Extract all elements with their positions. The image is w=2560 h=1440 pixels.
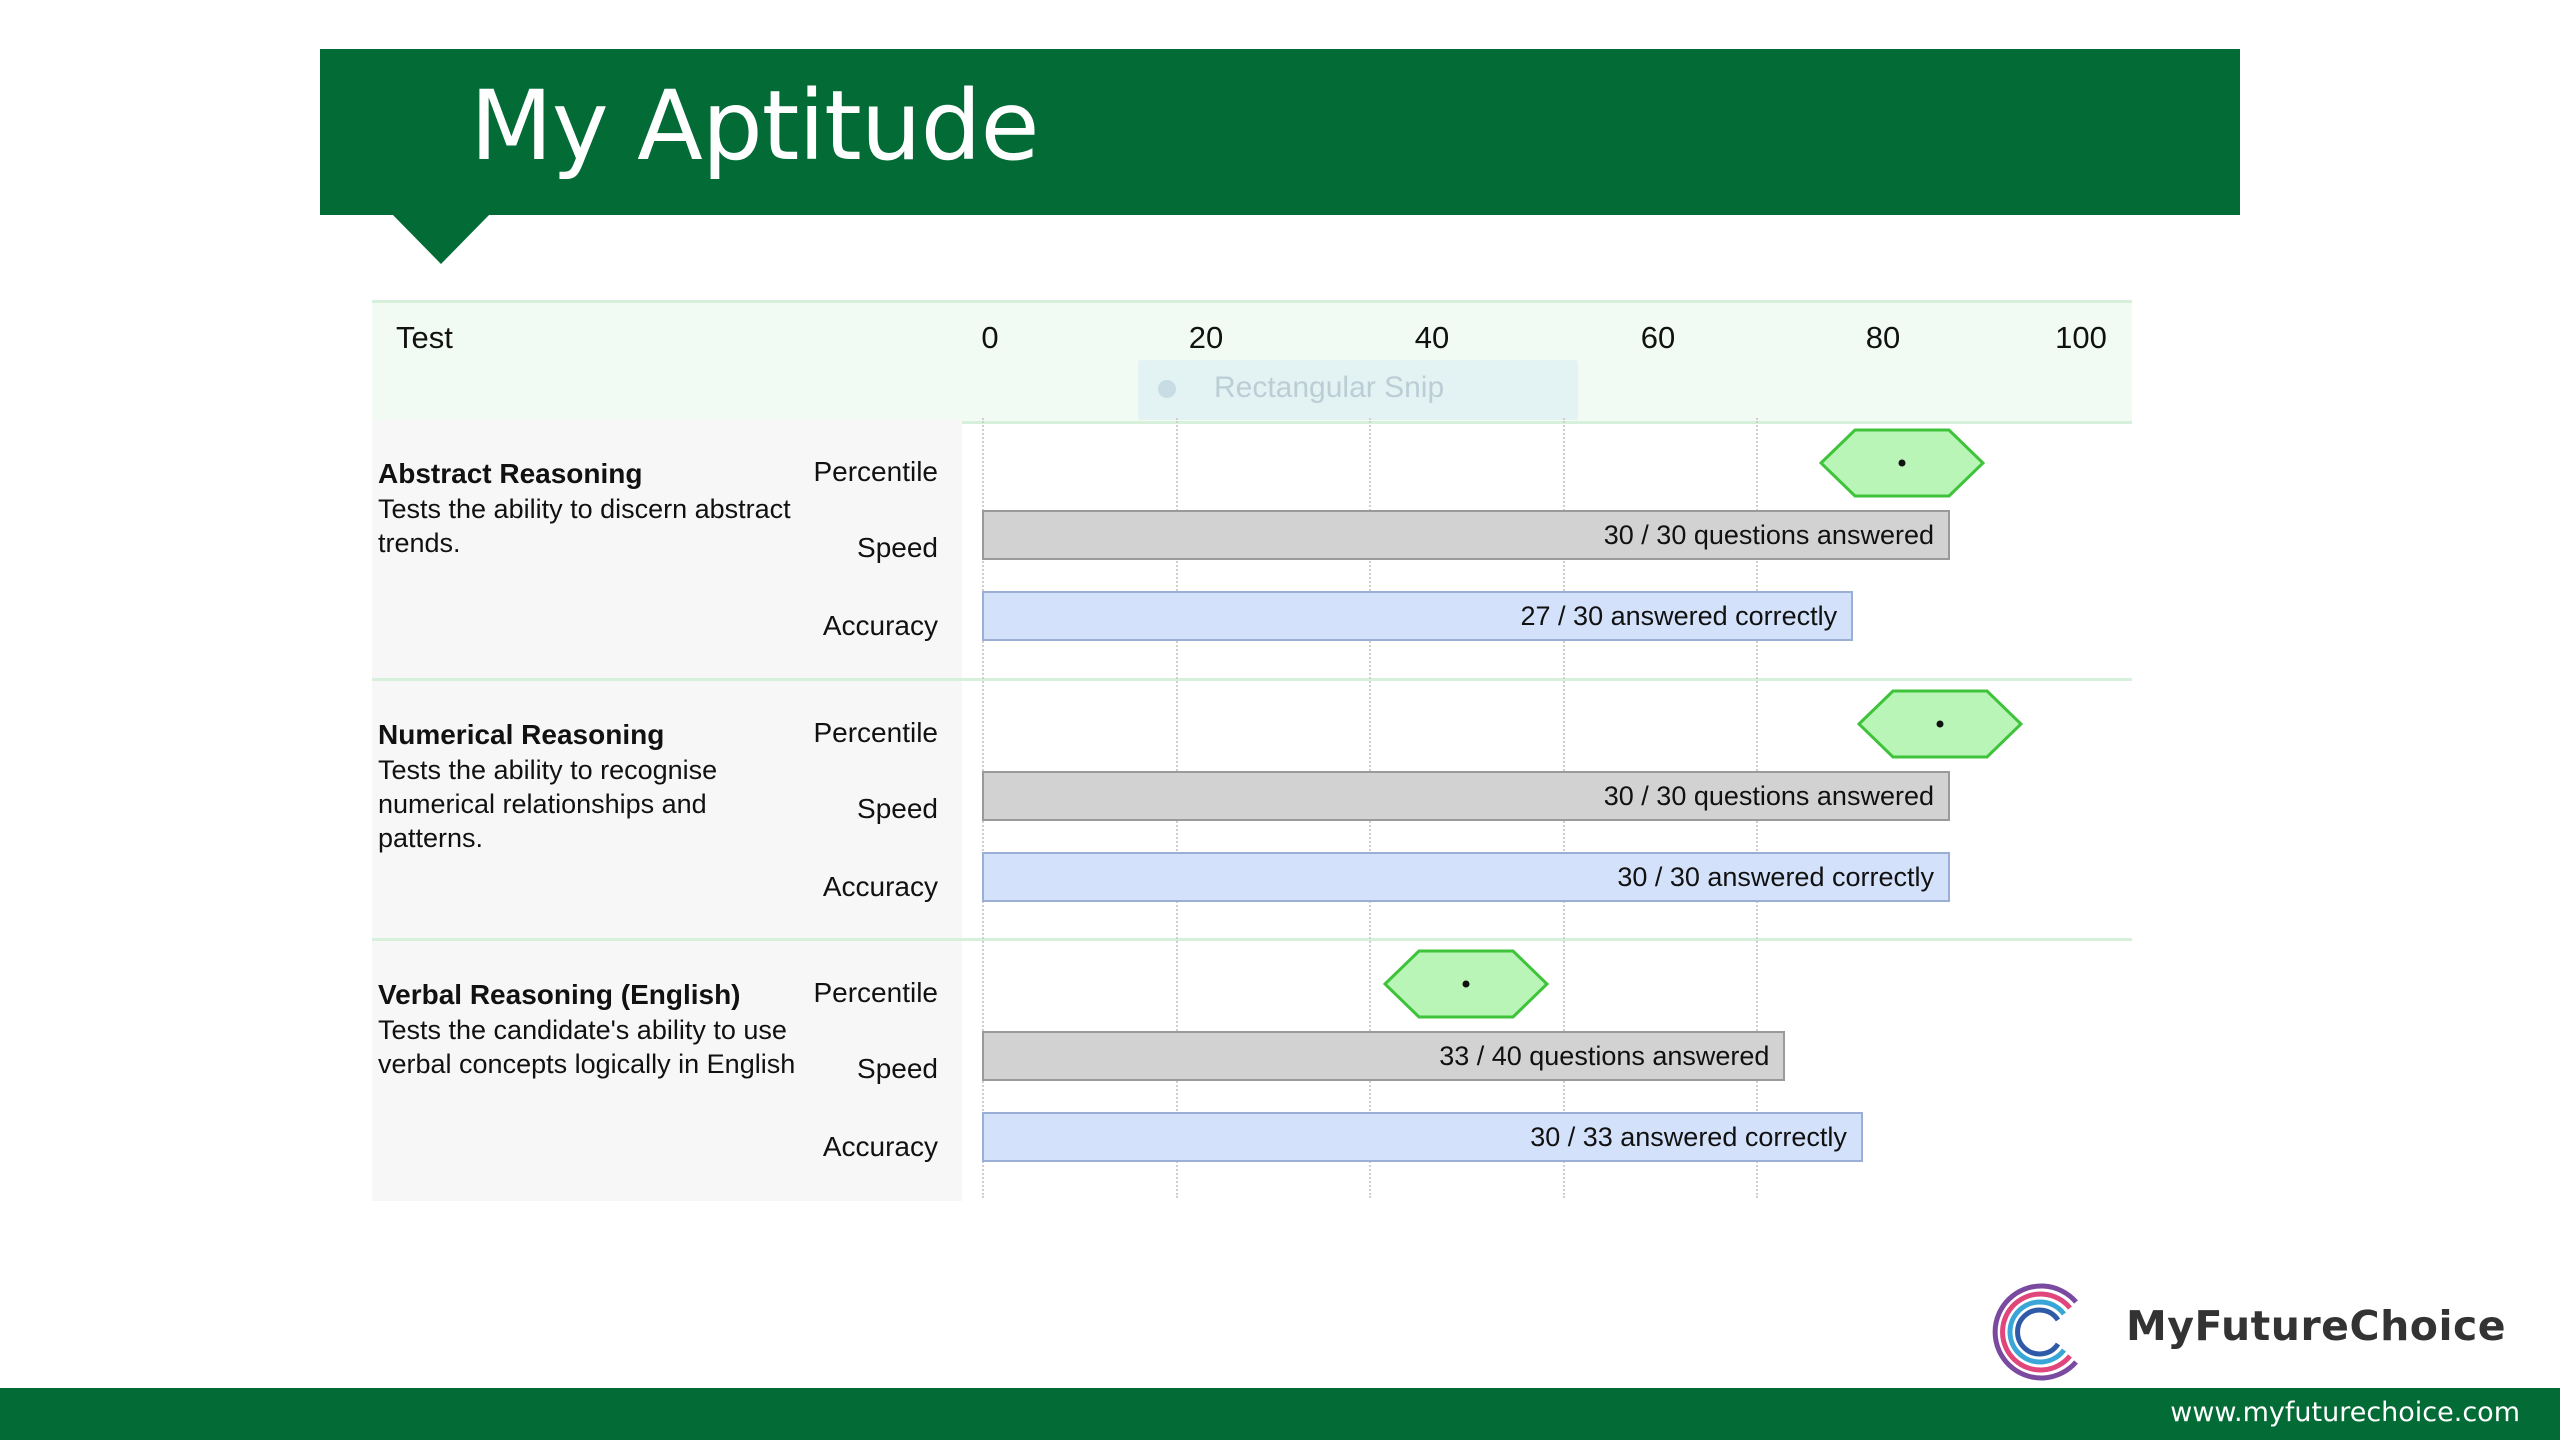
metric-label-accuracy: Accuracy xyxy=(822,610,938,641)
x-tick-label: 80 xyxy=(1865,320,1901,355)
x-tick-label: 40 xyxy=(1414,320,1450,355)
test-name: Verbal Reasoning (English) xyxy=(378,979,741,1010)
test-description: Tests the ability to recognise numerical relationships and patterns. xyxy=(378,755,718,853)
x-tick-label: 20 xyxy=(1188,320,1224,355)
test-column-header: Test xyxy=(396,320,453,355)
x-tick-label: 60 xyxy=(1640,320,1676,355)
speed-bar: 30 / 30 questions answered xyxy=(982,771,1950,821)
speed-bar: 33 / 40 questions answered xyxy=(982,1031,1785,1081)
page-title: My Aptitude xyxy=(470,70,1039,182)
snip-overlay-label: Rectangular Snip xyxy=(1214,371,1445,404)
test-description: Tests the candidate's ability to use verbal concepts logically in English xyxy=(378,1015,796,1079)
metric-label-percentile: Percentile xyxy=(813,717,938,748)
test-description: Tests the ability to discern abstract trends. xyxy=(378,494,791,558)
percentile-marker xyxy=(1857,689,2023,759)
website-url: www.myfuturechoice.com xyxy=(2170,1397,2520,1428)
section-separator xyxy=(372,938,2132,941)
brand-name: MyFutureChoice xyxy=(2126,1302,2507,1350)
snip-icon xyxy=(1158,380,1176,398)
accuracy-bar: 27 / 30 answered correctly xyxy=(982,591,1853,641)
metric-label-accuracy: Accuracy xyxy=(822,1131,938,1162)
title-banner-notch xyxy=(392,214,490,264)
section-separator xyxy=(372,678,2132,681)
metric-label-speed: Speed xyxy=(857,1053,938,1084)
metric-label-accuracy: Accuracy xyxy=(822,871,938,902)
x-tick-label: 100 xyxy=(2055,320,2107,355)
speed-bar: 30 / 30 questions answered xyxy=(982,510,1950,560)
metric-label-percentile: Percentile xyxy=(813,977,938,1008)
accuracy-bar: 30 / 30 answered correctly xyxy=(982,852,1950,902)
percentile-marker xyxy=(1383,949,1549,1019)
accuracy-bar: 30 / 33 answered correctly xyxy=(982,1112,1863,1162)
test-name: Numerical Reasoning xyxy=(378,719,665,750)
myfuturechoice-logo-icon xyxy=(1980,1276,2102,1384)
metric-label-speed: Speed xyxy=(857,793,938,824)
metric-label-percentile: Percentile xyxy=(813,456,938,487)
test-name: Abstract Reasoning xyxy=(378,458,643,489)
metric-label-speed: Speed xyxy=(857,532,938,563)
percentile-marker xyxy=(1819,428,1985,498)
x-tick-label: 0 xyxy=(981,320,999,355)
